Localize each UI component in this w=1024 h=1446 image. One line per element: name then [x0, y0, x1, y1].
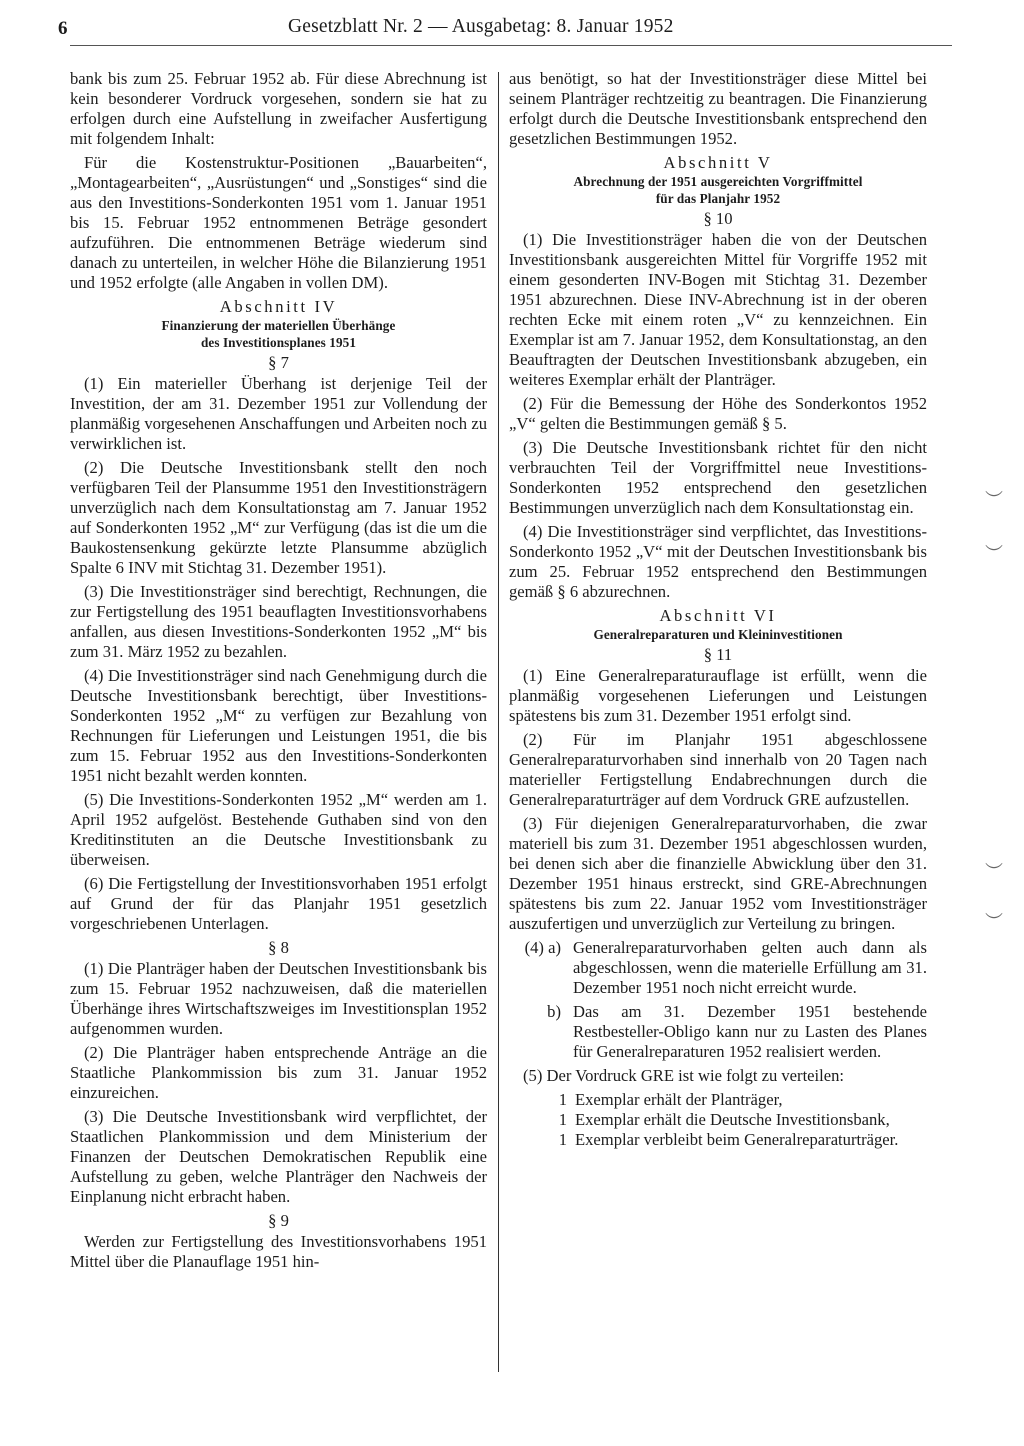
column-divider — [498, 72, 499, 1372]
paragraph-10-4: (4) Die Investitionsträger sind verpflichtet, das Investitions-Sonderkonto 1952 „V“ mit der Deutschen Investitionsbank bis zum 25. Februar 1952 entsprechend den Bestimmungen gemäß § 6 abzurechnen. — [509, 522, 927, 601]
paragraph-8-3: (3) Die Deutsche Investitionsbank wird verpflichtet, der Staatlichen Plankommission und dem Ministerium der Finanzen der Deutschen Demokratischen Republik eine Aufstellung zu geben, welche Planträger den Nachweis der Einplanung nicht erbracht haben. — [70, 1107, 487, 1206]
paragraph-11-4-list — [509, 938, 927, 1062]
section-title-vi: Abschnitt VI — [659, 606, 777, 625]
paragraph-8-2: (2) Die Planträger haben entsprechende Anträge an die Staatliche Plankommission bis zum 31. Januar 1952 einzureichen. — [70, 1043, 487, 1102]
margin-mark: ︶ — [985, 544, 1003, 564]
list-item — [509, 1090, 927, 1110]
paragraph-10-2: (2) Für die Bemessung der Höhe des Sonderkontos 1952 „V“ gelten die Bestimmungen gemäß § 5. — [509, 394, 927, 433]
distribution-list — [509, 1090, 927, 1150]
list-item — [509, 1130, 927, 1150]
page-header-title: Gesetzblatt Nr. 2 — Ausgabetag: 8. Januar 1952 — [288, 16, 674, 37]
paragraph-7-5: (5) Die Investitions-Sonderkonten 1952 „M“ werden am 1. April 1952 aufgelöst. Bestehende Guthaben sind von den Kreditinstituten an die Deutsche Investitionsbank zu überweisen. — [70, 790, 487, 869]
margin-mark: ︶ — [985, 490, 1003, 510]
right-column — [509, 69, 927, 1150]
paragraph-heading-11: § 11 — [703, 645, 733, 664]
paragraph-9-1: Werden zur Fertigstellung des Investitionsvorhabens 1951 Mittel über die Planauflage 1951 hin- — [70, 1232, 487, 1271]
section-title-v: Abschnitt V — [663, 153, 773, 172]
margin-mark: ︶ — [985, 862, 1003, 882]
list-item — [509, 1002, 927, 1062]
paragraph-intro-2: Für die Kostenstruktur-Positionen „Bauarbeiten“, „Montagearbeiten“, „Ausrüstungen“ und „Sonstiges“ sind die aus den Investitions-Sonderkonten 1951 vom 1. Januar 1951 bis 15. Februar 1952 entnommenen Beträge gesondert aufzuführen. Die entnommenen Beträge wiederum sind danach zu unterteilen, in welcher Höhe die Bilanzierung 1951 und 1952 erfolgte (alle Angaben in vollen DM). — [70, 153, 487, 292]
paragraph-7-6: (6) Die Fertigstellung der Investitionsvorhaben 1951 erfolgt auf Grund der für das Planjahr 1951 gesetzlich vorgeschriebenen Unterlagen. — [70, 874, 487, 933]
paragraph-10-3: (3) Die Deutsche Investitionsbank richtet für den nicht verbrauchten Teil der Vorgriffmittel neue Investitions-Sonderkonten 1952 entsprechend den gesetzlichen Bestimmungen unverzüglich nach dem Konsultationstag ein. — [509, 438, 927, 517]
page-number: 6 — [58, 18, 68, 39]
section-subtitle-v-line1: Abrechnung der 1951 ausgereichten Vorgriffmittel — [573, 174, 863, 189]
copy-recipient: Exemplar erhält die Deutsche Investitionsbank, — [575, 1110, 890, 1129]
paragraph-7-2: (2) Die Deutsche Investitionsbank stellt den noch verfügbaren Teil der Plansumme 1951 den Investitionsträgern unverzüglich nach dem Konsultationstag am 7. Januar 1952 auf Sonderkonten 1952 „M“ zur Verfügung (das ist die um die Baukostensenkung gekürzte letzte Plansumme abzüglich Spalte 6 INV mit Stichtag 31. Dezember 1951). — [70, 458, 487, 577]
copy-count: 1 — [558, 1110, 567, 1129]
list-item-text: Generalreparaturvorhaben gelten auch dann als abgeschlossen, wenn die materielle Erfüllung am 31. Dezember 1951 noch nicht erreicht wurde. — [573, 938, 927, 997]
paragraph-7-1: (1) Ein materieller Überhang ist derjenige Teil der Investition, der am 31. Dezember 1951 zur Vollendung der planmäßig vorgesehenen Anschaffungen und Arbeiten noch zu verwirklichen ist. — [70, 374, 487, 453]
paragraph-11-2: (2) Für im Planjahr 1951 abgeschlossene Generalreparaturvorhaben sind innerhalb von 20 Tagen nach materieller Fertigstellung Endabrechnungen durch die Generalreparaturträger auf dem Vordruck GRE aufzustellen. — [509, 730, 927, 809]
paragraph-11-1: (1) Eine Generalreparaturauflage ist erfüllt, wenn die planmäßig vorgesehenen Lieferungen und Leistungen spätestens bis zum 31. Dezember 1951 erfolgt sind. — [509, 666, 927, 725]
section-subtitle-iv-line2: des Investitionsplanes 1951 — [200, 335, 357, 350]
copy-recipient: Exemplar erhält der Planträger, — [575, 1090, 783, 1109]
section-subtitle-iv-line1: Finanzierung der materiellen Überhänge — [161, 318, 396, 333]
list-item-text: Das am 31. Dezember 1951 bestehende Restbesteller-Obligo kann nur zu Lasten des Planes für Generalreparaturen 1952 realisiert werden. — [573, 1002, 927, 1061]
paragraph-continuation: aus benötigt, so hat der Investitionsträger diese Mittel bei seinem Planträger rechtzeitig zu beantragen. Die Finanzierung erfolgt durch die Deutsche Investitionsbank entsprechend den gesetzlichen Bestimmungen 1952. — [509, 69, 927, 148]
header-rule — [70, 45, 952, 46]
paragraph-heading-7: § 7 — [268, 353, 289, 372]
paragraph-8-1: (1) Die Planträger haben der Deutschen Investitionsbank bis zum 15. Februar 1952 nachzuweisen, daß die materiellen Überhänge ihres Wirtschaftszweiges im Investitionsplan 1952 aufgenommen wurden. — [70, 959, 487, 1038]
paragraph-intro: bank bis zum 25. Februar 1952 ab. Für diese Abrechnung ist kein besonderer Vordruck vorgesehen, sondern sie hat zu erfolgen durch eine Aufstellung in zweifacher Ausfertigung mit folgendem Inhalt: — [70, 69, 487, 148]
left-column — [70, 69, 487, 1276]
paragraph-11-3: (3) Für diejenigen Generalreparaturvorhaben, die zwar materiell bis zum 31. Dezember 1951 abgeschlossen wurden, bei denen sich aber die finanzielle Abwicklung über den 31. Dezember 1951 hinaus erstreckt, sind GRE-Abrechnungen spätestens bis zum 22. Januar 1952 vom Investitionsträger auszufertigen und unverzüglich zur Verteilung zu bringen. — [509, 814, 927, 933]
list-item — [509, 1110, 927, 1130]
copy-recipient: Exemplar verbleibt beim Generalreparaturträger. — [575, 1130, 899, 1149]
section-subtitle-v-line2: für das Planjahr 1952 — [655, 191, 781, 206]
paragraph-heading-8: § 8 — [268, 938, 289, 957]
list-item — [509, 938, 927, 998]
paragraph-10-1: (1) Die Investitionsträger haben die von der Deutschen Investitionsbank ausgereichten Mittel für Vorgriffe 1952 mit einem gesonderten INV-Bogen mit Stichtag 31. Dezember 1951 abzurechnen. Diese INV-Abrechnung ist in der oberen rechten Ecke mit einem roten „V“ zu kennzeichnen. Ein Exemplar ist am 7. Januar 1952, dem Konsultationstag, an den Beauftragten der Deutschen Investitionsbank abzugeben, ein weiteres Exemplar erhält der Planträger. — [509, 230, 927, 389]
section-title-iv: Abschnitt IV — [219, 297, 338, 316]
paragraph-heading-10: § 10 — [703, 209, 733, 228]
paragraph-7-3: (3) Die Investitionsträger sind berechtigt, Rechnungen, die zur Fertigstellung des 1951 beauflagten Investitionsvorhabens anfallen, aus diesen Investitions-Sonderkonten 1952 „M“ bis zum 31. März 1952 zu bezahlen. — [70, 582, 487, 661]
list-item-label: (4) a) — [524, 938, 561, 957]
copy-count: 1 — [558, 1130, 567, 1149]
list-item-label: b) — [547, 1002, 561, 1021]
paragraph-heading-9: § 9 — [268, 1211, 289, 1230]
copy-count: 1 — [558, 1090, 567, 1109]
paragraph-7-4: (4) Die Investitionsträger sind nach Genehmigung durch die Deutsche Investitionsbank berechtigt, über Investitions-Sonderkonten 1952 „M“ zu verfügen zur Bezahlung von Rechnungen für Lieferungen und Leistungen 1951, die bis zum 15. Februar 1952 aus den Investitions-Sonderkonten 1951 nicht bezahlt werden konnten. — [70, 666, 487, 785]
section-subtitle-vi: Generalreparaturen und Kleininvestitionen — [593, 627, 843, 642]
paragraph-11-5: (5) Der Vordruck GRE ist wie folgt zu verteilen: — [523, 1066, 845, 1085]
margin-mark: ︶ — [985, 912, 1003, 932]
